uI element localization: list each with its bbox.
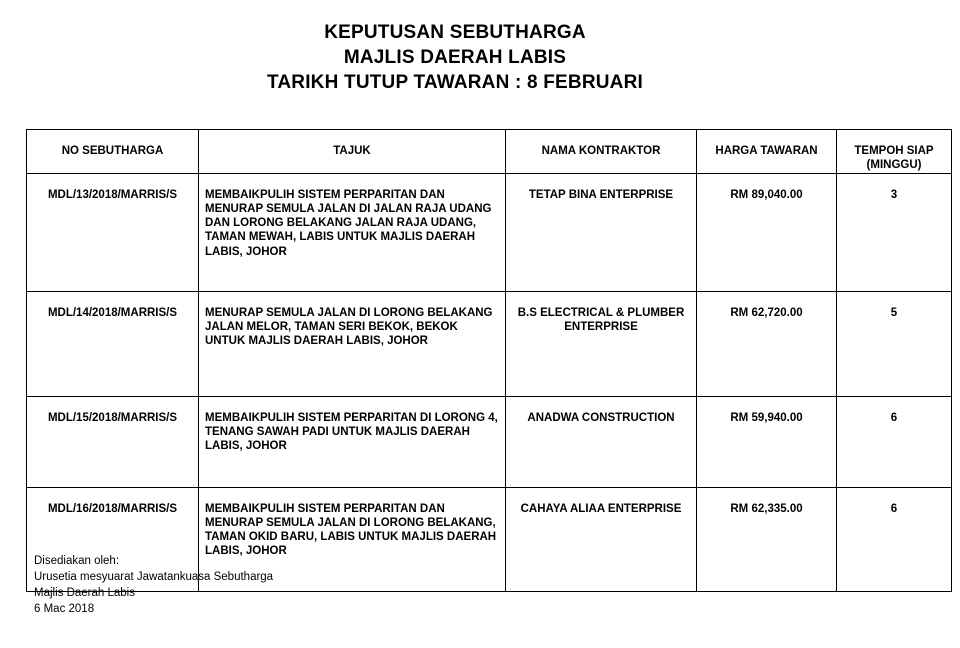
quotation-title: MEMBAIKPULIH SISTEM PERPARITAN DAN MENURAP SEMULA JALAN DI JALAN RAJA UDANG DAN LORONG BELAKANG JALAN RAJA UDANG, TAMAN MEWAH, LABIS UNTUK MAJLIS DAERAH LABIS, JOHOR (199, 173, 506, 291)
quotation-number: MDL/14/2018/MARRIS/S (27, 291, 199, 396)
quotation-results-table (26, 129, 952, 592)
quotation-number: MDL/16/2018/MARRIS/S (27, 487, 199, 591)
column-header-price: HARGA TAWARAN (697, 130, 837, 174)
quotation-title: MEMBAIKPULIH SISTEM PERPARITAN DAN MENURAP SEMULA JALAN DI LORONG BELAKANG, TAMAN OKID BARU, LABIS UNTUK MAJLIS DAERAH LABIS, JOHOR (199, 487, 506, 591)
offer-price: RM 62,335.00 (697, 487, 837, 591)
secretariat-name: Urusetia mesyuarat Jawatankuasa Sebutharga (34, 571, 274, 583)
quotation-title: MENURAP SEMULA JALAN DI LORONG BELAKANG JALAN MELOR, TAMAN SERI BEKOK, BEKOK UNTUK MAJLIS DAERAH LABIS, JOHOR (199, 291, 506, 396)
column-header-contractor: NAMA KONTRAKTOR (506, 130, 697, 174)
organization-name: MAJLIS DAERAH LABIS (343, 47, 567, 68)
quotation-number: MDL/15/2018/MARRIS/S (27, 396, 199, 487)
completion-weeks: 6 (837, 487, 952, 591)
document-header (0, 20, 910, 95)
column-header-no: NO SEBUTHARGA (27, 130, 199, 174)
offer-price: RM 89,040.00 (697, 173, 837, 291)
column-header-weeks-line2: (MINGGU) (866, 159, 922, 172)
completion-weeks: 5 (837, 291, 952, 396)
table-row (27, 291, 952, 396)
table-header-row (27, 130, 952, 174)
quotation-number: MDL/13/2018/MARRIS/S (27, 173, 199, 291)
column-header-weeks-line1: TEMPOH SIAP (854, 145, 934, 157)
column-header-title: TAJUK (199, 130, 506, 174)
completion-weeks: 3 (837, 173, 952, 291)
table-row (27, 173, 952, 291)
contractor-name: CAHAYA ALIAA ENTERPRISE (506, 487, 697, 591)
closing-date: TARIKH TUTUP TAWARAN : 8 FEBRUARI (266, 72, 644, 93)
footer-organization: Majlis Daerah Labis (34, 587, 135, 599)
completion-weeks: 6 (837, 396, 952, 487)
contractor-name: TETAP BINA ENTERPRISE (506, 173, 697, 291)
prepared-by-label: Disediakan oleh: (34, 555, 120, 567)
footer-date: 6 Mac 2018 (34, 603, 95, 615)
offer-price: RM 59,940.00 (697, 396, 837, 487)
quotation-title: MEMBAIKPULIH SISTEM PERPARITAN DI LORONG 4, TENANG SAWAH PADI UNTUK MAJLIS DAERAH LABIS, JOHOR (199, 396, 506, 487)
column-header-weeks (837, 130, 952, 174)
document-title: KEPUTUSAN SEBUTHARGA (324, 22, 586, 43)
document-footer (34, 553, 273, 617)
table-row (27, 396, 952, 487)
contractor-name: B.S ELECTRICAL & PLUMBER ENTERPRISE (506, 291, 697, 396)
offer-price: RM 62,720.00 (697, 291, 837, 396)
contractor-name: ANADWA CONSTRUCTION (506, 396, 697, 487)
